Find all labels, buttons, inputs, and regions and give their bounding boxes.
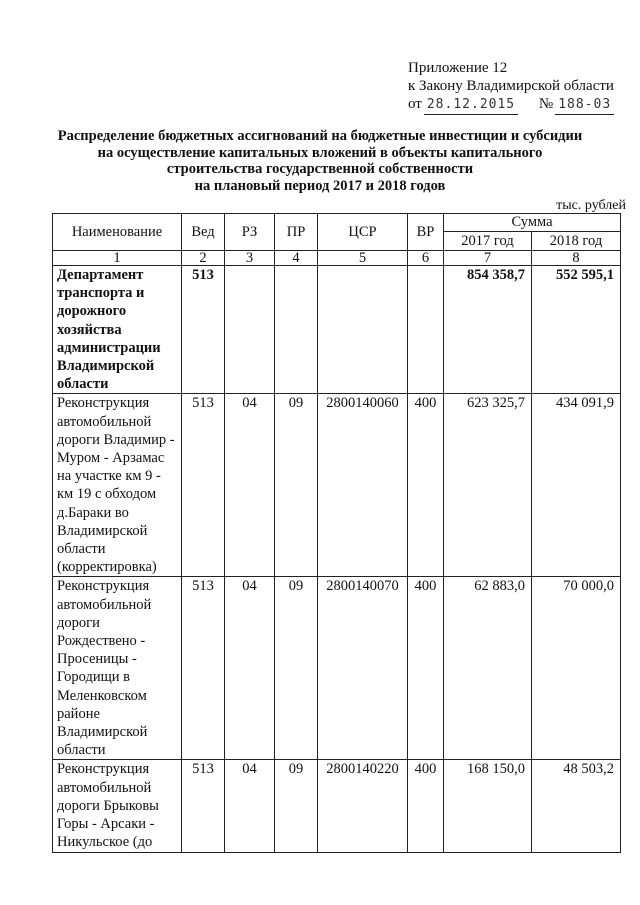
cell-name: Департамент транспорта и дорожного хозяйства администрации Владимирской области: [53, 266, 182, 394]
cell-name: Реконструкция автомобильной дороги Брыковы Горы - Арсаки - Никульское (до: [53, 760, 182, 852]
cell-2017: 168 150,0: [444, 760, 532, 852]
header-pr: ПР: [275, 214, 318, 251]
cell-rz: [225, 266, 275, 394]
cell-ved: 513: [182, 760, 225, 852]
cell-csr: [318, 266, 408, 394]
cell-2017: 854 358,7: [444, 266, 532, 394]
col-number: 1: [53, 251, 182, 266]
title-line-1: Распределение бюджетных ассигнований на бюджетные инвестиции и субсидии: [57, 128, 583, 144]
title-line-2: на осуществление капитальных вложений в объекты капитального: [97, 144, 543, 161]
col-number: 5: [318, 251, 408, 266]
header-vr: ВР: [408, 214, 444, 251]
title-line-3: строительства государственной собственности: [166, 161, 474, 177]
cell-ved: 513: [182, 394, 225, 577]
unit-label: тыс. рублей: [556, 198, 626, 213]
cell-pr: 09: [275, 577, 318, 760]
cell-2017: 62 883,0: [444, 577, 532, 760]
cell-csr: 2800140060: [318, 394, 408, 577]
document-title: [40, 128, 600, 194]
appendix-line-1: Приложение 12: [408, 60, 508, 76]
table-row: [53, 394, 621, 577]
cell-2017: 623 325,7: [444, 394, 532, 577]
cell-pr: [275, 266, 318, 394]
table-row: [53, 577, 621, 760]
cell-name: Реконструкция автомобильной дороги Рождествено - Просеницы - Городищи в Меленковском районе Владимирской области: [53, 577, 182, 760]
date-prefix: от: [408, 96, 422, 112]
header-2017: 2017 год: [444, 232, 532, 251]
appendix-line-2: к Закону Владимирской области: [408, 78, 614, 94]
header-csr: ЦСР: [318, 214, 408, 251]
col-number: 2: [182, 251, 225, 266]
col-number: 6: [408, 251, 444, 266]
cell-vr: 400: [408, 577, 444, 760]
cell-ved: 513: [182, 577, 225, 760]
cell-2018: 552 595,1: [532, 266, 621, 394]
cell-csr: 2800140070: [318, 577, 408, 760]
cell-csr: 2800140220: [318, 760, 408, 852]
handwritten-number: 188-03: [555, 96, 614, 115]
col-number: 4: [275, 251, 318, 266]
column-numbers-row: [53, 251, 621, 266]
header-rz: РЗ: [225, 214, 275, 251]
col-number: 8: [532, 251, 621, 266]
cell-rz: 04: [225, 760, 275, 852]
cell-ved: 513: [182, 266, 225, 394]
header-name: Наименование: [53, 214, 182, 251]
cell-rz: 04: [225, 394, 275, 577]
cell-name: Реконструкция автомобильной дороги Владимир - Муром - Арзамас на участке км 9 - км 19 с обходом д.Бараки во Владимирской области (корректировка): [53, 394, 182, 577]
header-2018: 2018 год: [532, 232, 621, 251]
cell-2018: 48 503,2: [532, 760, 621, 852]
budget-table: [52, 213, 621, 853]
cell-rz: 04: [225, 577, 275, 760]
cell-pr: 09: [275, 394, 318, 577]
cell-vr: [408, 266, 444, 394]
appendix-date-line: [408, 95, 616, 115]
appendix-block: [408, 59, 616, 115]
cell-2018: 70 000,0: [532, 577, 621, 760]
title-line-4: на плановый период 2017 и 2018 годов: [194, 177, 446, 194]
col-number: 3: [225, 251, 275, 266]
table-row: [53, 760, 621, 852]
cell-2018: 434 091,9: [532, 394, 621, 577]
cell-pr: 09: [275, 760, 318, 852]
header-ved: Вед: [182, 214, 225, 251]
cell-vr: 400: [408, 394, 444, 577]
cell-vr: 400: [408, 760, 444, 852]
table-row: [53, 266, 621, 394]
handwritten-date: 28.12.2015: [424, 96, 518, 115]
col-number: 7: [444, 251, 532, 266]
header-sum: Сумма: [444, 214, 621, 232]
number-prefix: №: [538, 96, 554, 112]
